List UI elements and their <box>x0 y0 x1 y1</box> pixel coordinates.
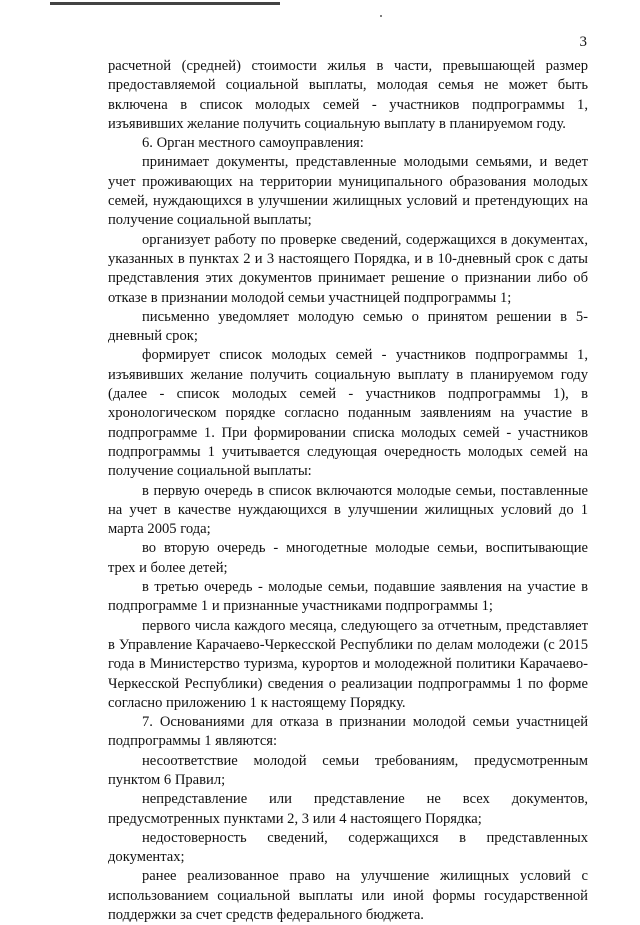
paragraph-continuation: расчетной (средней) стоимости жилья в части, превышающей размер предоставляемой социальной выплаты, молодая семья не может быть включена в список молодых семей - участников подпрограммы 1, изъявивших желание получить социальную выплату в планируемом году. <box>108 58 588 132</box>
paragraph-organizes-verification: организует работу по проверке сведений, содержащихся в документах, указанных в пунктах 2 и 3 настоящего Порядка, и в 10-дневный срок с даты представления этих документов принимает решение о признании либо об отказе в признании молодой семьи участницей подпрограммы 1; <box>108 231 588 306</box>
document-body <box>108 57 588 925</box>
paragraph-third-priority: в третью очередь - молодые семьи, подавшие заявления на участие в подпрограмме 1 и признанные участниками подпрограммы 1; <box>108 579 588 615</box>
paragraph-accepts-documents: принимает документы, представленные молодыми семьями, и ведет учет проживающих на территории муниципального образования молодых семей, нуждающихся в улучшении жилищных условий и претендующих на получение социальной выплаты; <box>108 154 588 229</box>
page-number: 3 <box>579 34 587 50</box>
scan-edge-rule <box>50 2 280 5</box>
paragraph-refusal-missing-documents: непредставление или представление не всех документов, предусмотренных пунктами 2, 3 или 4 настоящего Порядка; <box>108 791 588 827</box>
paragraph-refusal-nonconformity: несоответствие молодой семьи требованиям, предусмотренным пунктом 6 Правил; <box>108 752 588 788</box>
paragraph-second-priority: во вторую очередь - многодетные молодые семьи, воспитывающие трех и более детей; <box>108 540 588 576</box>
paragraph-forms-list: формирует список молодых семей - участников подпрограммы 1, изъявивших желание получить социальную выплату в планируемом году (далее - список молодых семей - участников подпрограммы 1), в хронологическом порядке согласно поданным заявлениям на участие в подпрограмме 1. При формировании списка молодых семей - участников подпрограммы 1 учитывается следующая очередность молодых семей на получение социальной выплаты: <box>108 347 588 480</box>
paragraph-refusal-inaccuracy: недостоверность сведений, содержащихся в представленных документах; <box>108 829 588 866</box>
paragraph-refusal-prior-use: ранее реализованное право на улучшение жилищных условий с использованием социальной выплаты или иной формы государственной поддержки за счет средств федерального бюджета. <box>108 868 588 924</box>
paragraph-first-priority: в первую очередь в список включаются молодые семьи, поставленные на учет в качестве нуждающихся в улучшении жилищных условий до 1 марта 2005 года; <box>108 482 588 538</box>
scan-speck <box>380 15 382 17</box>
section-7-heading: 7. Основаниями для отказа в признании молодой семьи участницей подпрограммы 1 являются: <box>108 714 588 750</box>
paragraph-monthly-report: первого числа каждого месяца, следующего за отчетным, представляет в Управление Карачаево-Черкесской Республики по делам молодежи (с 2015 года в Министерство туризма, курортов и молодежной политики Карачаево-Черкесской Республики) сведения о реализации подпрограммы 1 по форме согласно приложению 1 к настоящему Порядку. <box>108 617 588 711</box>
section-6-heading: 6. Орган местного самоуправления: <box>142 135 364 152</box>
paragraph-notifies-family: письменно уведомляет молодую семью о принятом решении в 5-дневный срок; <box>108 308 588 345</box>
